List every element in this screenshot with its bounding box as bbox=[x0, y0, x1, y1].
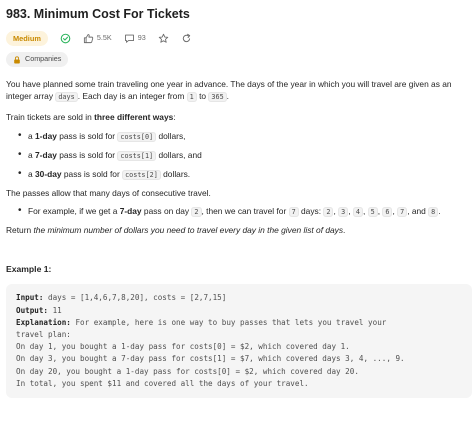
solved-status bbox=[60, 33, 71, 44]
tickets-paragraph bbox=[6, 111, 468, 123]
example-input-line bbox=[16, 292, 462, 304]
pass-duration: 30-day bbox=[35, 168, 62, 179]
note-and: and bbox=[411, 205, 426, 216]
return-text-b: . bbox=[343, 224, 346, 235]
intro-text-b: . Each day is an integer from bbox=[77, 91, 187, 102]
note-mid2: , then we can travel for bbox=[201, 205, 289, 216]
example-explanation-line bbox=[16, 317, 462, 329]
pass-duration: 1-day bbox=[35, 131, 57, 142]
note-bold: 7-day bbox=[119, 205, 142, 216]
pass-cost-code: costs[2] bbox=[122, 170, 161, 180]
favorite-button[interactable] bbox=[158, 33, 169, 44]
note-day-code: 8 bbox=[428, 207, 438, 217]
pass-cost-code: costs[1] bbox=[117, 151, 156, 161]
difficulty-badge: Medium bbox=[6, 31, 48, 46]
example-title: Example 1: bbox=[6, 263, 52, 274]
example-box bbox=[6, 284, 472, 398]
explanation-line: On day 20, you bought a 1-day pass for costs[0] = $2, which covered day 20. bbox=[16, 366, 359, 376]
return-text-a: Return bbox=[6, 224, 34, 235]
example-output-line bbox=[16, 305, 462, 317]
pass-cost-code: costs[0] bbox=[117, 132, 156, 142]
note-day-code: 6 bbox=[382, 207, 392, 217]
code-days: days bbox=[55, 92, 77, 102]
companies-tag[interactable] bbox=[6, 52, 68, 67]
consecutive-paragraph: The passes allow that many days of consecutive travel. bbox=[6, 187, 211, 198]
explanation-text: For example, here is one way to buy passes that lets you travel your bbox=[75, 317, 387, 327]
pass-mid: pass is sold for bbox=[61, 168, 123, 179]
pass-post: dollars. bbox=[160, 168, 191, 179]
intro-text-d: . bbox=[226, 91, 229, 102]
pass-list bbox=[6, 130, 468, 181]
pass-mid: pass is sold for bbox=[56, 150, 118, 161]
share-icon bbox=[181, 33, 192, 44]
comments-button[interactable] bbox=[124, 33, 146, 44]
likes-count: 5.5K bbox=[96, 32, 112, 42]
note-day-code: 5 bbox=[368, 207, 378, 217]
return-emphasis: the minimum number of dollars you need to travel every day in the given list of days bbox=[33, 224, 344, 235]
tickets-text-b: : bbox=[173, 112, 176, 123]
return-paragraph bbox=[6, 224, 468, 236]
thumbs-up-icon bbox=[83, 33, 94, 44]
note-mid3: days: bbox=[298, 205, 324, 216]
explanation-line: travel plan: bbox=[16, 330, 71, 340]
pass-duration: 7-day bbox=[35, 150, 57, 161]
note-pre: For example, if we get a bbox=[28, 205, 120, 216]
code-one: 1 bbox=[187, 92, 197, 102]
tickets-text-a: Train tickets are sold in bbox=[6, 112, 95, 123]
list-item bbox=[18, 130, 468, 143]
share-button[interactable] bbox=[181, 33, 192, 44]
note-mid1: pass on day bbox=[141, 205, 192, 216]
problem-meta-row bbox=[6, 30, 468, 46]
list-item bbox=[18, 168, 468, 181]
note-day-code: 4 bbox=[353, 207, 363, 217]
input-label: Input: bbox=[16, 293, 44, 303]
pass-pre: a bbox=[28, 168, 35, 179]
note-day-code: 3 bbox=[338, 207, 348, 217]
note-code-day: 2 bbox=[191, 207, 201, 217]
note-day-code: 2 bbox=[323, 207, 333, 217]
comments-count: 93 bbox=[137, 32, 146, 42]
output-value: 11 bbox=[52, 305, 62, 315]
lock-icon bbox=[13, 56, 21, 64]
example-note-list bbox=[6, 205, 468, 218]
intro-text-c: to bbox=[196, 91, 209, 102]
problem-title: 983. Minimum Cost For Tickets bbox=[6, 7, 190, 21]
note-day-code: 7 bbox=[397, 207, 407, 217]
intro-paragraph bbox=[6, 78, 468, 103]
companies-label: Companies bbox=[25, 54, 62, 64]
pass-mid: pass is sold for bbox=[56, 131, 118, 142]
comment-icon bbox=[124, 33, 135, 44]
tickets-bold: three different ways bbox=[94, 112, 174, 123]
output-label: Output: bbox=[16, 305, 49, 315]
pass-post: dollars, bbox=[156, 131, 186, 142]
solved-check-icon bbox=[60, 33, 71, 44]
note-end: . bbox=[438, 205, 441, 216]
star-icon bbox=[158, 33, 169, 44]
pass-pre: a bbox=[28, 150, 35, 161]
pass-post: dollars, and bbox=[156, 150, 202, 161]
code-365: 365 bbox=[208, 92, 226, 102]
explanation-label: Explanation: bbox=[16, 317, 71, 327]
list-item bbox=[18, 149, 468, 162]
intro-text-a: You have planned some train traveling one year in advance. The days of the year in which you will travel are given as an integer array bbox=[6, 79, 452, 102]
note-code-seven: 7 bbox=[289, 207, 299, 217]
explanation-line: On day 1, you bought a 1-day pass for costs[0] = $2, which covered day 1. bbox=[16, 342, 350, 352]
like-button[interactable] bbox=[83, 33, 112, 44]
explanation-line: On day 3, you bought a 7-day pass for costs[1] = $7, which covered days 3, 4, ..., 9. bbox=[16, 354, 405, 364]
explanation-line: In total, you spent $11 and covered all the days of your travel. bbox=[16, 378, 309, 388]
input-value: days = [1,4,6,7,8,20], costs = [2,7,15] bbox=[48, 293, 227, 303]
list-item: • For example, if we get a 7-day pass on day 2 , then we can travel for 7 days: 2 , 3 , 4 , 5 , 6 , 7 , and 8 . bbox=[18, 205, 468, 218]
pass-pre: a bbox=[28, 131, 35, 142]
